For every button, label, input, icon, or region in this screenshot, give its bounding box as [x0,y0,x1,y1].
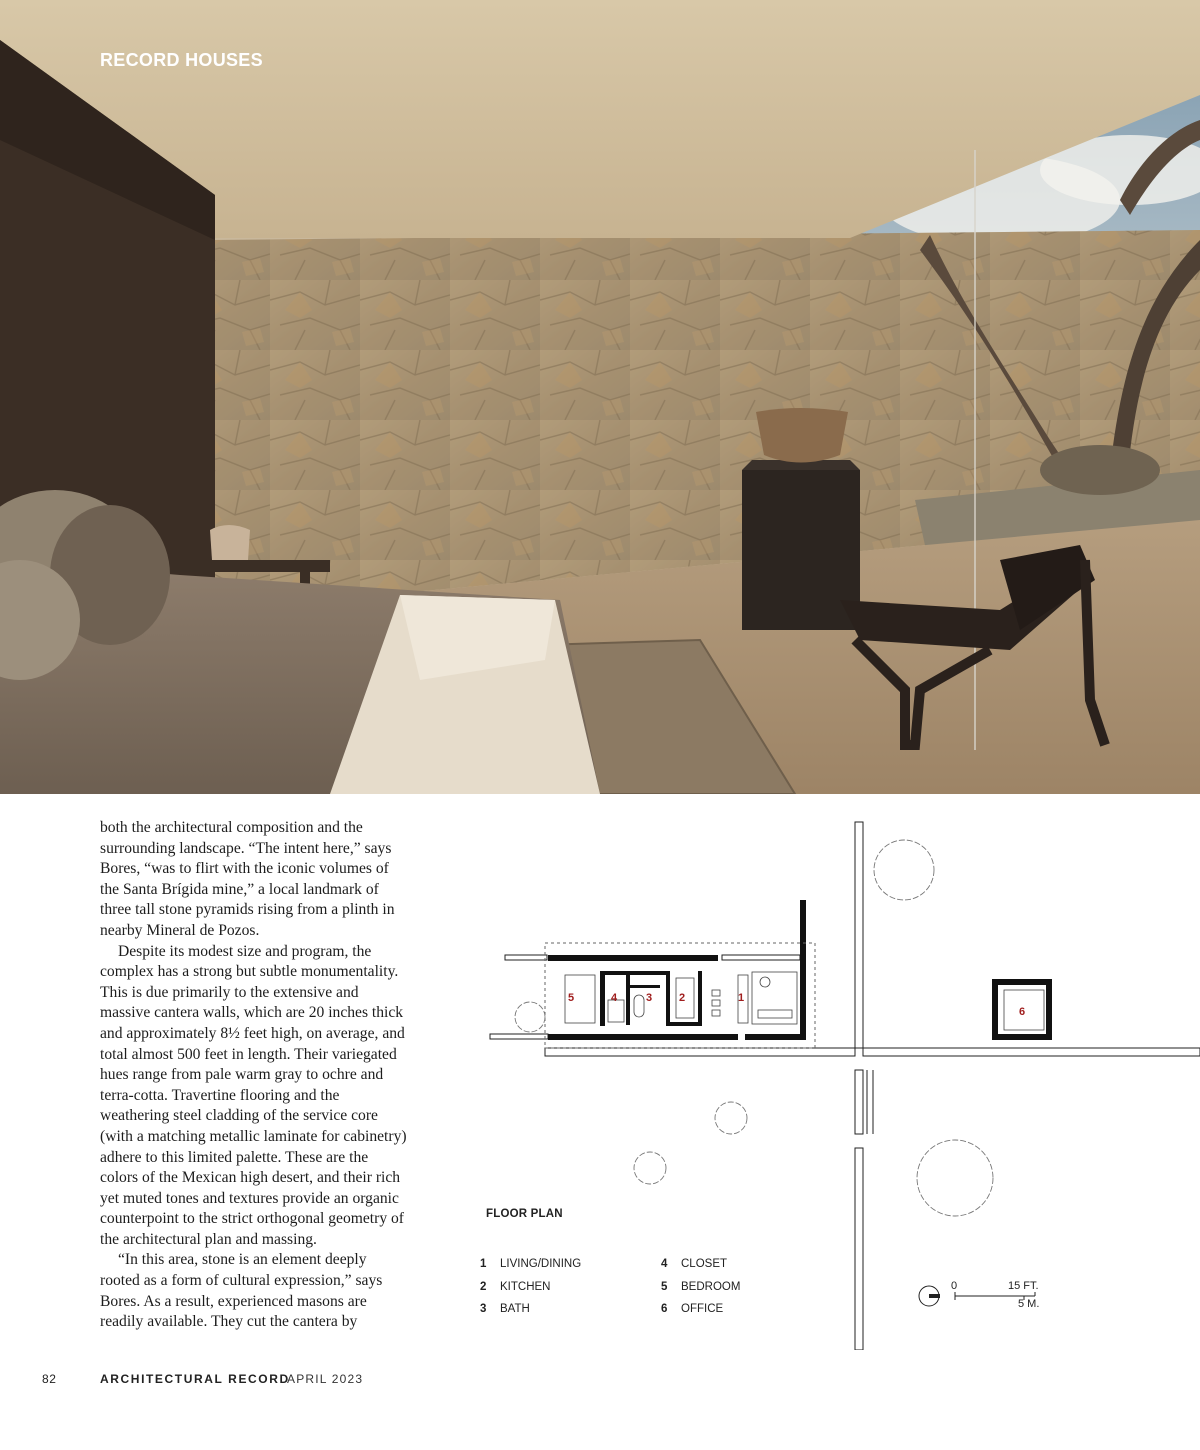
room-tag-5: 5 [568,992,575,1004]
legend-label: OFFICE [681,1303,724,1315]
legend-label: LIVING/DINING [500,1258,582,1270]
legend-label: KITCHEN [500,1280,551,1293]
legend-item [480,1303,581,1326]
issue-date: APRIL 2023 [287,1372,364,1386]
north-arrow-icon [919,1286,940,1306]
legend-number: 6 [661,1303,668,1315]
room-tag-2: 2 [679,992,686,1004]
legend-number: 1 [480,1258,487,1270]
legend-item [661,1281,740,1304]
floor-plan-title: FLOOR PLAN [486,1208,563,1220]
scale-zero-label: 0 [951,1280,958,1292]
legend-label: BATH [500,1303,530,1315]
floor-plan-legend-left [480,1258,581,1326]
legend-number: 5 [661,1280,668,1293]
legend-label: CLOSET [681,1258,728,1270]
publication-name: ARCHITECTURAL RECORD [100,1372,290,1386]
legend-number: 3 [480,1303,487,1315]
article-paragraph: “In this area, stone is an element deeply rooted as a form of cultural expression,” says Bores. As a result, experienced masons are readily available. They cut the cantera by [100,1251,383,1331]
floor-plan-legend-right [661,1258,740,1326]
legend-number: 2 [480,1280,487,1293]
page-number: 82 [42,1372,57,1386]
legend-label: BEDROOM [681,1280,741,1293]
legend-item [480,1258,581,1281]
legend-item [661,1258,740,1281]
legend-item [661,1303,740,1326]
room-tag-6: 6 [1019,1006,1026,1018]
section-label: RECORD HOUSES [100,50,263,70]
legend-item [480,1281,581,1304]
scale-meters-label: 5 M. [1018,1298,1040,1310]
room-tag-4: 4 [611,992,618,1004]
article-paragraph: Despite its modest size and program, the complex has a strong but subtle monumentality. This is due primarily to the extensive and massive cantera walls, which are 20 inches thick and approximately 8½ feet high, on average, and total almost 500 feet in length. Their variegated hues range from pale warm gray to ochre and terra-cotta. Travertine flooring and the weathering steel cladding of the service core (with a matching metallic laminate for cabinetry) adhere to this limited palette. These are the colors of the Mexican high desert, and their rich yet muted tones and textures provide an organic counterpoint to the strict orthogonal geometry of the architectural plan and massing. [100,942,407,1248]
article-paragraph: both the architectural composition and the surrounding landscape. “The intent here,” says Bores, “was to flirt with the iconic volumes of the Santa Brígida mine,” a local landmark of three tall stone pyramids rising from a plinth in nearby Mineral de Pozos. [100,819,395,939]
room-tag-3: 3 [646,992,653,1004]
article-body [100,818,410,1333]
room-tag-1: 1 [738,992,745,1004]
legend-number: 4 [661,1258,668,1270]
scale-feet-label: 15 FT. [1008,1280,1039,1292]
